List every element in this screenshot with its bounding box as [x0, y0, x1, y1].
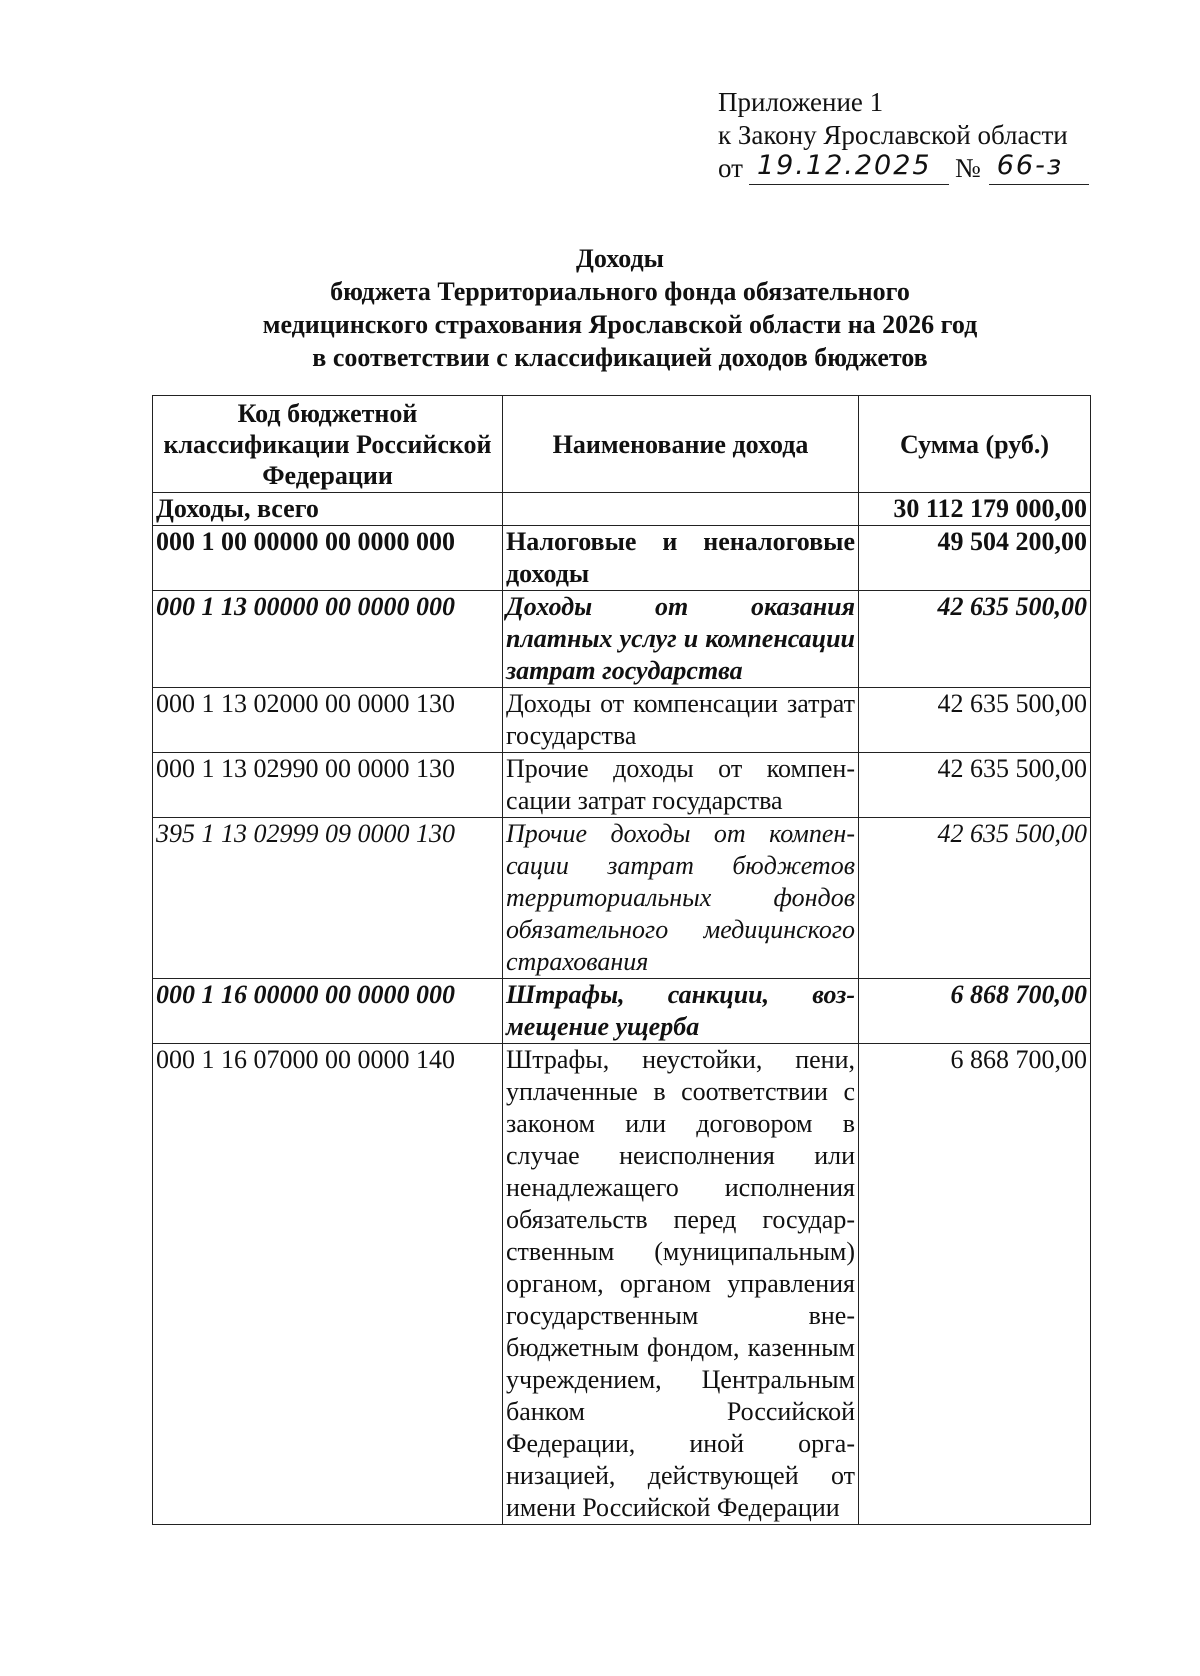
row-name: Прочие доходы от компенсации затрат государства	[503, 753, 859, 818]
table-row	[153, 591, 1091, 688]
row-name: Прочие доходы от компенсации затрат бюджетов территориальных фондов обязательного медицинского страхования	[503, 818, 859, 979]
row-code: 395 1 13 02999 09 0000 130	[153, 818, 503, 979]
appendix-law-reference: к Закону Ярославской области	[718, 120, 1068, 150]
table-row	[153, 493, 1091, 526]
row-sum: 6 868 700,00	[859, 1044, 1091, 1525]
table-header-row	[153, 396, 1091, 493]
title-line-1: Доходы	[576, 244, 664, 273]
row-code: 000 1 16 07000 00 0000 140	[153, 1044, 503, 1525]
document-title	[160, 242, 1080, 374]
row-name	[503, 493, 859, 526]
income-table	[152, 395, 1091, 1525]
appendix-label: Приложение 1	[718, 87, 884, 117]
from-label: от	[718, 153, 743, 183]
row-code: 000 1 13 02000 00 0000 130	[153, 688, 503, 753]
header-code: Код бюджетной классификации Российской Федерации	[153, 396, 503, 493]
row-sum: 42 635 500,00	[859, 818, 1091, 979]
row-sum: 6 868 700,00	[859, 979, 1091, 1044]
row-name: Налоговые и неналоговые доходы	[503, 526, 859, 591]
handwritten-date: 19.12.2025	[756, 150, 932, 181]
table-row	[153, 1044, 1091, 1525]
row-code: Доходы, всего	[153, 493, 503, 526]
row-code: 000 1 13 00000 00 0000 000	[153, 591, 503, 688]
row-sum: 42 635 500,00	[859, 753, 1091, 818]
title-line-2: бюджета Территориального фонда обязательного	[330, 277, 910, 306]
row-sum: 42 635 500,00	[859, 591, 1091, 688]
appendix-date-line	[718, 152, 1158, 185]
title-line-3: медицинского страхования Ярославской области на 2026 год	[262, 310, 978, 339]
number-label: №	[954, 153, 981, 183]
table-row	[153, 688, 1091, 753]
handwritten-number: 66-з	[996, 150, 1064, 181]
header-name: Наименование дохода	[503, 396, 859, 493]
number-field	[989, 150, 1089, 185]
table-row	[153, 979, 1091, 1044]
appendix-block	[718, 86, 1158, 185]
row-sum: 49 504 200,00	[859, 526, 1091, 591]
date-field	[749, 150, 949, 185]
title-line-4: в соответствии с классификацией доходов бюджетов	[312, 343, 928, 372]
row-name: Доходы от компенсации затрат государства	[503, 688, 859, 753]
row-name: Штрафы, санкции, возмещение ущерба	[503, 979, 859, 1044]
header-sum: Сумма (руб.)	[859, 396, 1091, 493]
row-code: 000 1 13 02990 00 0000 130	[153, 753, 503, 818]
row-name: Штрафы, неустойки, пени, уплаченные в соответствии с законом или договором в случае неисполнения или ненадлежащего исполнения обязательств перед государственным (муниципальным) органом, органом управления государственным внебюджетным фондом, казенным учреждением, Центральным банком Российской Федерации, иной организацией, действующей от имени Российской Федерации	[503, 1044, 859, 1525]
row-code: 000 1 00 00000 00 0000 000	[153, 526, 503, 591]
row-name: Доходы от оказания платных услуг и компенсации затрат государства	[503, 591, 859, 688]
table-row	[153, 526, 1091, 591]
table-row	[153, 818, 1091, 979]
table-row	[153, 753, 1091, 818]
row-sum: 42 635 500,00	[859, 688, 1091, 753]
row-code: 000 1 16 00000 00 0000 000	[153, 979, 503, 1044]
row-sum: 30 112 179 000,00	[859, 493, 1091, 526]
